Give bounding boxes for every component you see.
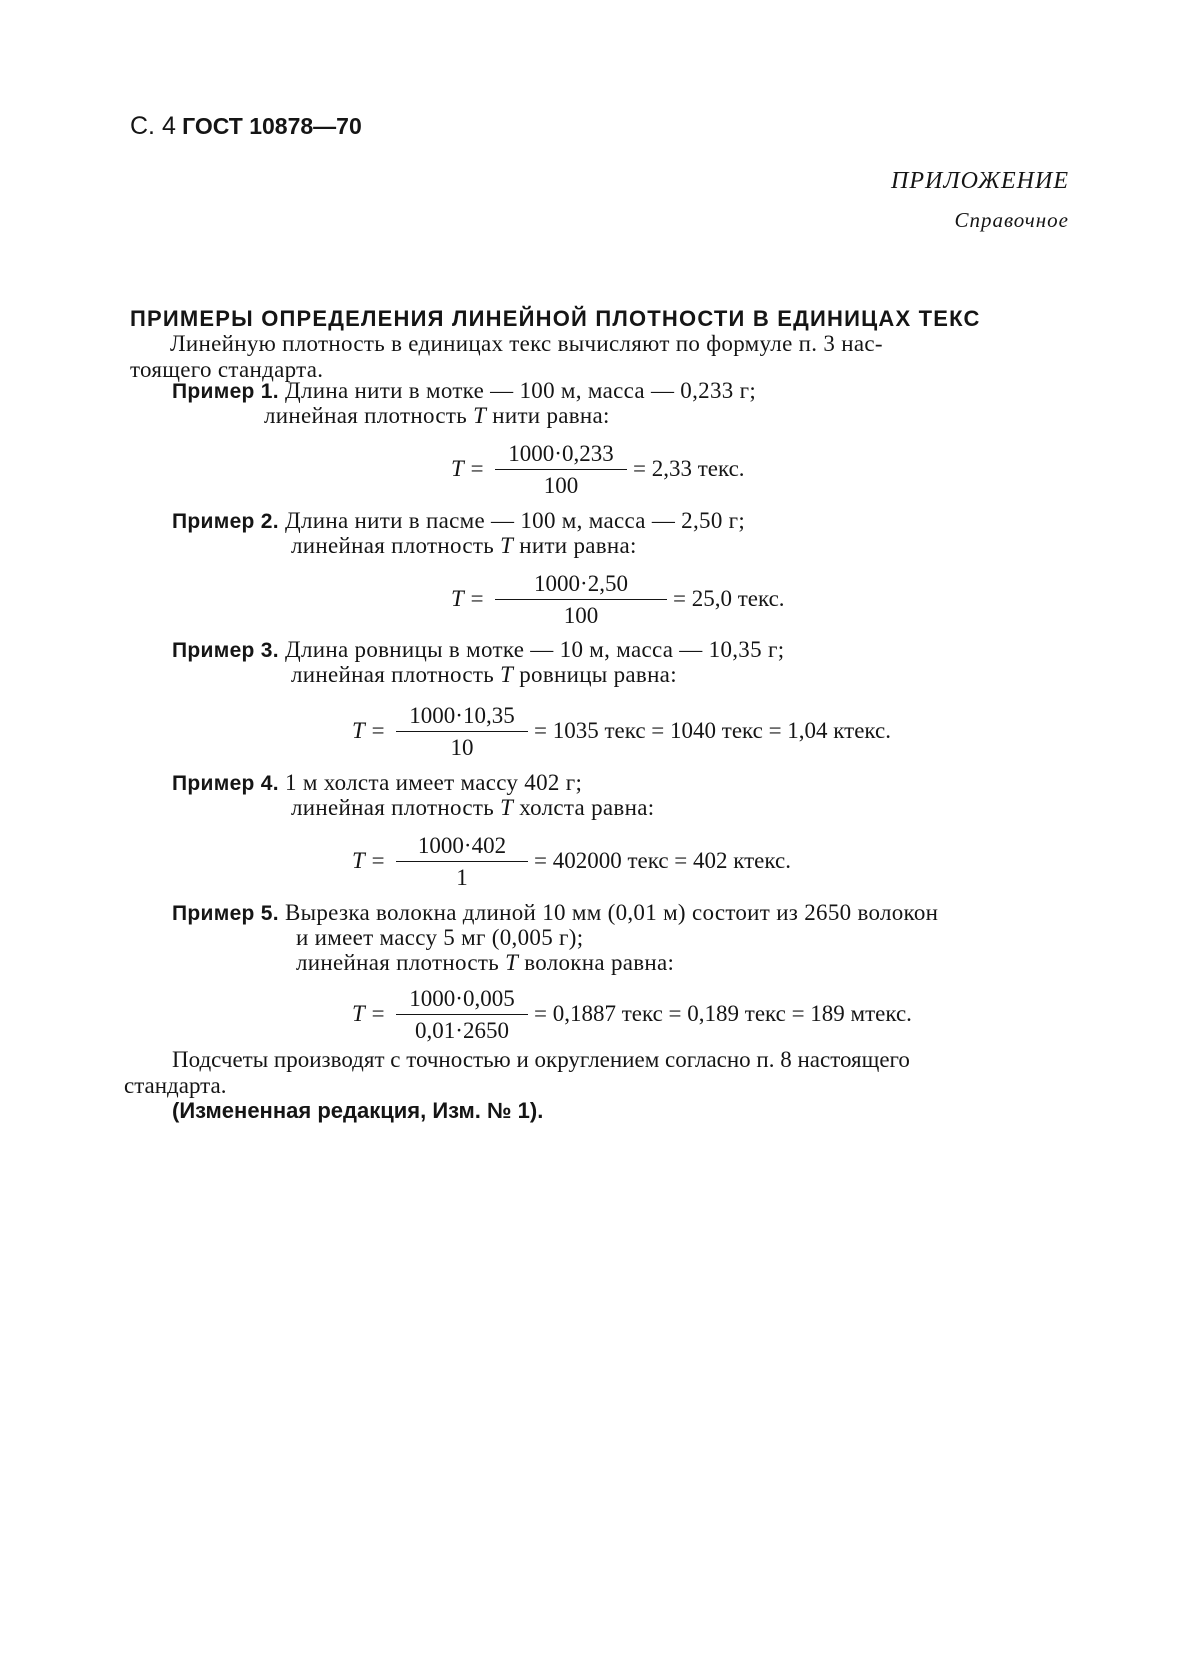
example-1-line-2 (264, 403, 610, 429)
variable-t: T (500, 533, 514, 558)
formula-2 (451, 570, 791, 630)
formula-lhs: T = (352, 1001, 386, 1026)
example-text: линейная плотность (291, 533, 501, 558)
page-header (130, 112, 362, 141)
intro-line-1: Линейную плотность в единицах текс вычисляют по формуле п. 3 нас- (170, 331, 883, 356)
variable-t: T (505, 950, 519, 975)
example-3-line-1 (172, 637, 784, 663)
appendix-title: ПРИЛОЖЕНИЕ (891, 168, 1069, 194)
example-text: линейная плотность (291, 662, 501, 687)
formula-5 (352, 985, 972, 1045)
example-4-line-1 (172, 770, 582, 796)
formula-lhs: T = (451, 456, 485, 481)
example-text: Длина нити в пасме — 100 м, масса — 2,50 г; (284, 508, 746, 533)
example-label: Пример 2. (172, 510, 279, 533)
example-text: холста равна: (513, 795, 655, 820)
example-text: нити равна: (513, 533, 637, 558)
denominator: 100 (543, 473, 579, 498)
formula-lhs: T = (451, 586, 485, 611)
example-text: Длина ровницы в мотке — 10 м, масса — 10,35 г; (284, 637, 785, 662)
intro-line-2: тоящего стандарта. (130, 357, 324, 382)
example-2-line-1 (172, 508, 745, 534)
variable-t: T (500, 795, 514, 820)
fraction-bar (495, 599, 667, 600)
example-label: Пример 3. (172, 639, 279, 662)
variable-t: T (473, 403, 487, 428)
example-text: волокна равна: (518, 950, 675, 975)
denominator: 1 (456, 865, 468, 890)
example-text: Длина нити в мотке — 100 м, масса — 0,233 г; (284, 378, 757, 403)
gost-number: ГОСТ 10878—70 (182, 113, 362, 139)
numerator: 1000·402 (417, 833, 507, 858)
formula-lhs: T = (352, 848, 386, 873)
edit-note: (Измененная редакция, Изм. № 1). (172, 1098, 544, 1123)
example-text: нити равна: (486, 403, 610, 428)
numerator: 1000·10,35 (409, 703, 515, 728)
numerator: 1000·2,50 (534, 571, 628, 596)
example-5-line-1 (172, 900, 938, 926)
page-number: С. 4 (130, 112, 176, 140)
example-5-line-2: и имеет массу 5 мг (0,005 г); (296, 925, 584, 950)
formula-rhs: = 0,1887 текс = 0,189 текс = 189 мтекс. (534, 1001, 912, 1026)
variable-t: T (500, 662, 514, 687)
fraction-bar (396, 861, 528, 862)
numerator: 1000·0,233 (508, 441, 614, 466)
example-3-line-2 (291, 662, 677, 688)
formula-4 (352, 832, 872, 892)
example-1-line-1 (172, 378, 756, 404)
numerator: 1000·0,005 (409, 986, 515, 1011)
fraction (396, 985, 528, 1045)
example-4-line-2 (291, 795, 654, 821)
document-title: ПРИМЕРЫ ОПРЕДЕЛЕНИЯ ЛИНЕЙНОЙ ПЛОТНОСТИ В ЕДИНИЦАХ ТЕКС (130, 306, 981, 331)
formula-rhs: = 25,0 текс. (673, 586, 785, 611)
formula-rhs: = 402000 текс = 402 ктекс. (534, 848, 791, 873)
example-text: Вырезка волокна длиной 10 мм (0,01 м) состоит из 2650 волокон (284, 900, 939, 925)
example-5-line-3 (296, 950, 674, 976)
denominator: 0,01·2650 (415, 1018, 509, 1043)
example-text: линейная плотность (264, 403, 474, 428)
formula-rhs: = 1035 текс = 1040 текс = 1,04 ктекс. (534, 718, 891, 743)
footer-line-1: Подсчеты производят с точностью и округлением согласно п. 8 настоящего (172, 1047, 910, 1072)
denominator: 100 (563, 603, 599, 628)
example-text: линейная плотность (291, 795, 501, 820)
fraction-bar (495, 469, 627, 470)
formula-rhs: = 2,33 текс. (633, 456, 745, 481)
fraction (396, 832, 528, 892)
example-text: 1 м холста имеет массу 402 г; (284, 770, 583, 795)
formula-1 (451, 440, 791, 500)
example-label: Пример 4. (172, 772, 279, 795)
formula-lhs: T = (352, 718, 386, 743)
appendix-subtitle: Справочное (954, 208, 1069, 232)
fraction-bar (396, 731, 528, 732)
example-2-line-2 (291, 533, 637, 559)
fraction (495, 570, 667, 630)
fraction (495, 440, 627, 500)
example-label: Пример 5. (172, 902, 279, 925)
footer-line-2: стандарта. (124, 1073, 227, 1098)
example-text: ровницы равна: (513, 662, 677, 687)
fraction-bar (396, 1014, 528, 1015)
example-label: Пример 1. (172, 380, 279, 403)
fraction (396, 702, 528, 762)
formula-3 (352, 702, 952, 762)
denominator: 10 (450, 735, 474, 760)
example-text: линейная плотность (296, 950, 506, 975)
